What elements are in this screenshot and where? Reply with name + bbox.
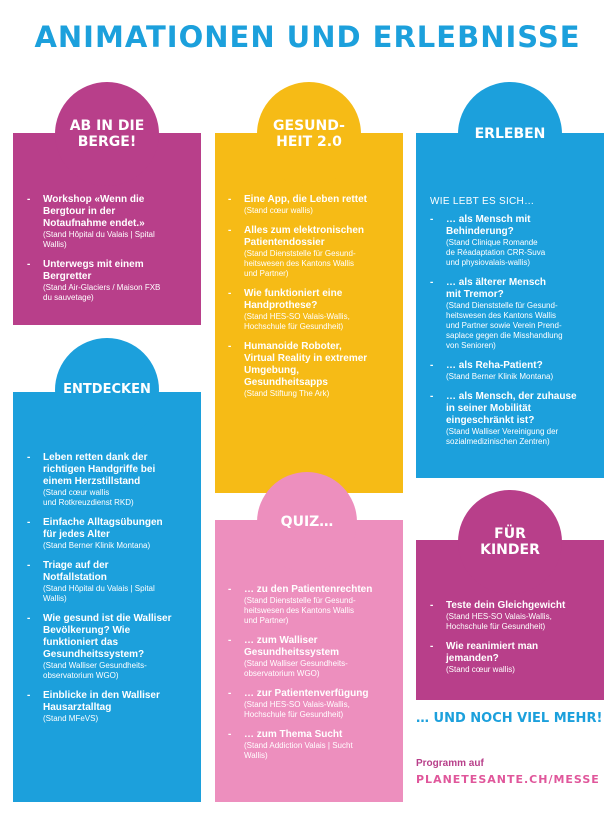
list-item <box>228 729 400 761</box>
gesundheit-heading: GESUND- HEIT 2.0 <box>273 117 345 150</box>
item-stand: (Stand Stiftung The Ark) <box>244 389 330 398</box>
item-title: - Leben retten dank der richtigen Handgriffe bei einem Herzstillstand <box>43 452 156 487</box>
list-item <box>27 452 199 508</box>
entdecken-heading: ENTDECKEN <box>63 381 151 397</box>
item-title: - … als Reha-Patient? <box>446 360 543 371</box>
item-stand: (Stand Dienststelle für Gesund- heitswesen des Kantons Wallis und Partner sowie Verein Prend- saplace gegen die Misshandlung von Senioren) <box>446 301 563 350</box>
kinder-list <box>430 600 602 684</box>
item-title: - Einfache Alltagsübungen für jedes Alter <box>43 517 163 540</box>
list-item <box>430 214 602 268</box>
list-item <box>430 641 602 675</box>
item-title: - … zum Thema Sucht <box>244 729 343 740</box>
list-item <box>228 341 400 399</box>
list-item <box>430 600 602 632</box>
item-title: - … als Mensch, der zuhause in seiner Mobilität eingeschränkt ist? <box>446 391 577 426</box>
more-tagline: … UND NOCH VIEL MEHR! <box>416 711 603 726</box>
item-stand: (Stand MFeVS) <box>43 714 99 723</box>
erleben-heading-circle <box>458 82 562 186</box>
item-title: - Teste dein Gleichgewicht <box>446 600 566 611</box>
list-item <box>430 391 602 447</box>
erleben-heading: ERLEBEN <box>474 125 546 142</box>
item-title: - Workshop «Wenn die Bergtour in der Notaufnahme endet.» <box>43 194 145 229</box>
list-item <box>228 225 400 279</box>
item-title: - Unterwegs mit einem Bergretter <box>43 259 144 282</box>
item-title: - … zum Walliser Gesundheitssystem <box>244 635 340 658</box>
item-stand: (Stand Hôpital du Valais | Spital Wallis) <box>43 230 155 249</box>
item-title: - Humanoide Roboter, Virtual Reality in extremer Umgebung, Gesundheitsapps <box>244 341 368 388</box>
item-stand: (Stand Walliser Gesundheits- observatorium WGO) <box>43 661 147 680</box>
item-title: - Wie funktioniert eine Handprothese? <box>244 288 343 311</box>
list-item <box>27 194 197 250</box>
entdecken-list <box>27 452 199 733</box>
list-item <box>27 690 199 724</box>
item-stand: (Stand cœur wallis) <box>244 206 313 215</box>
quiz-heading-circle <box>257 472 357 572</box>
entdecken-heading-circle <box>55 338 159 442</box>
list-item <box>228 194 400 216</box>
item-title: - Eine App, die Leben rettet <box>244 194 367 205</box>
kinder-heading-circle <box>458 490 562 594</box>
list-item <box>430 360 602 382</box>
quiz-heading: QUIZ… <box>280 513 334 530</box>
item-stand: (Stand HES-SO Valais-Wallis, Hochschule für Gesundheit) <box>244 312 350 331</box>
berge-list <box>27 194 197 312</box>
item-stand: (Stand Dienststelle für Gesund- heitswesen des Kantons Wallis und Partner) <box>244 249 356 278</box>
item-stand: (Stand Walliser Vereinigung der sozialmedizinischen Zentren) <box>446 427 559 446</box>
list-item <box>27 560 199 604</box>
erleben-intro: WIE LEBT ES SICH… <box>430 196 535 207</box>
gesundheit-heading-circle <box>257 82 361 186</box>
program-url[interactable]: PLANETESANTE.CH/MESSE <box>416 773 600 786</box>
item-stand: (Stand Dienststelle für Gesund- heitswesen des Kantons Wallis und Partner) <box>244 596 356 625</box>
item-title: - Wie reanimiert man jemanden? <box>446 641 539 664</box>
list-item <box>228 288 400 332</box>
page-title: ANIMATIONEN UND ERLEBNISSE <box>34 20 581 54</box>
gesundheit-list <box>228 194 400 408</box>
berge-heading: AB IN DIE BERGE! <box>69 117 145 150</box>
item-stand: (Stand Air-Glaciers / Maison FXB du sauvetage) <box>43 283 161 302</box>
list-item <box>430 277 602 351</box>
item-stand: (Stand Berner Klinik Montana) <box>43 541 151 550</box>
list-item <box>228 584 400 626</box>
list-item <box>228 635 400 679</box>
item-stand: (Stand HES-SO Valais-Wallis, Hochschule für Gesundheit) <box>446 612 552 631</box>
item-title: - … als Mensch mit Behinderung? <box>446 214 531 237</box>
item-title: - … zu den Patientenrechten <box>244 584 373 595</box>
quiz-list <box>228 584 400 770</box>
item-title: - … als älterer Mensch mit Tremor? <box>446 277 547 300</box>
item-stand: (Stand Clinique Romande de Réadaptation CRR-Suva und physiovalais-wallis) <box>446 238 546 267</box>
list-item <box>27 259 197 303</box>
list-item <box>228 688 400 720</box>
erleben-list <box>430 214 602 456</box>
item-title: - Wie gesund ist die Walliser Bevölkerung? Wie funktioniert das Gesundheitssystem? <box>43 613 172 660</box>
item-stand: (Stand cœur wallis und Rotkreuzdienst RKD) <box>43 488 134 507</box>
item-title: - Alles zum elektronischen Patientendossier <box>244 225 365 248</box>
kinder-heading: FÜR KINDER <box>480 525 540 558</box>
list-item <box>27 613 199 681</box>
item-title: - Triage auf der Notfallstation <box>43 560 109 583</box>
program-label: Programm auf <box>416 758 484 769</box>
item-stand: (Stand Walliser Gesundheits- observatorium WGO) <box>244 659 348 678</box>
berge-heading-circle <box>55 82 159 186</box>
item-stand: (Stand Hôpital du Valais | Spital Wallis) <box>43 584 155 603</box>
item-title: - Einblicke in den Walliser Hausarztalltag <box>43 690 160 713</box>
item-stand: (Stand Berner Klinik Montana) <box>446 372 554 381</box>
item-stand: (Stand HES-SO Valais-Wallis, Hochschule für Gesundheit) <box>244 700 350 719</box>
item-title: - … zur Patientenverfügung <box>244 688 369 699</box>
list-item <box>27 517 199 551</box>
item-stand: (Stand Addiction Valais | Sucht Wallis) <box>244 741 353 760</box>
item-stand: (Stand cœur wallis) <box>446 665 515 674</box>
